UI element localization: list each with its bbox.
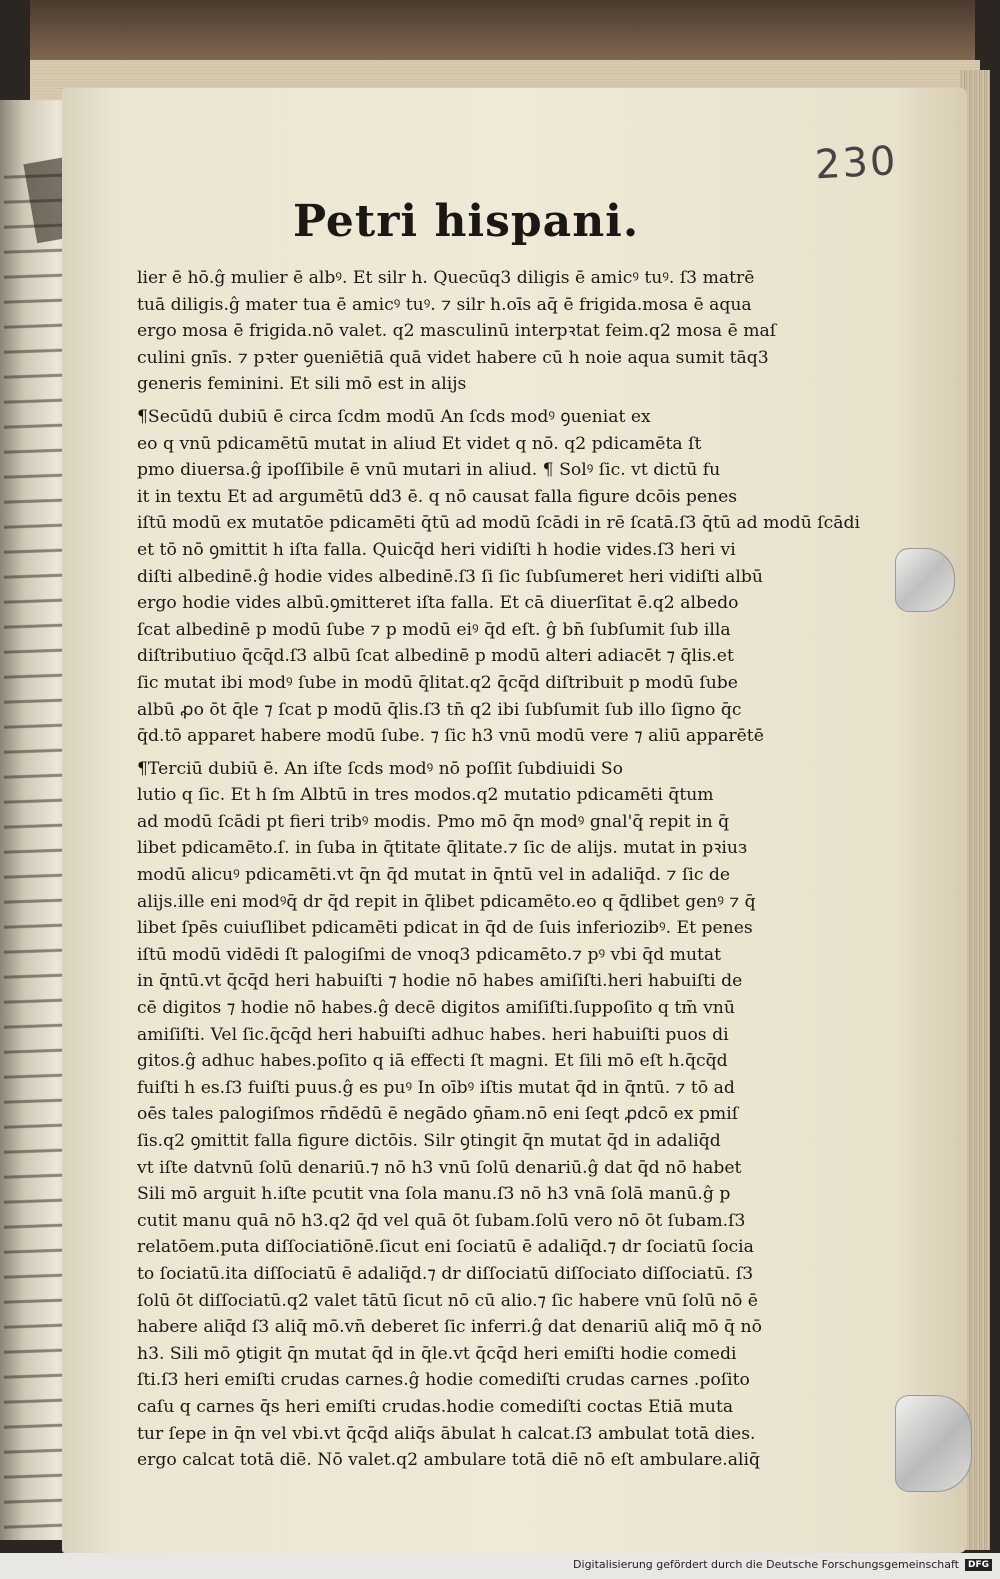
text-line: ¶Secūdū dubiū ē circa ſcdm modū An ſcds modꝰ ꝯueniat ex: [137, 406, 651, 427]
text-line: ſolū ōt diſſociatū.q2 valet tātū ſicut nō cū alio.⁊ ſic habere vnū ſolū nō ē: [137, 1290, 758, 1311]
text-line: generis feminini. Et sili mō est in alijs: [137, 374, 467, 395]
text-line: ¶Terciū dubiū ē. An iſte ſcds modꝰ nō poſſit ſubdiuidi So: [137, 758, 624, 779]
text-line: relatōem.puta diſſociatiōnē.ſicut eni ſociatū ē adaliq̄d.⁊ dr ſociatū ſocia: [137, 1237, 754, 1258]
text-line: pmo diuersa.ĝ ipoſſibile ē vnū mutari in aliud. ¶ Solꝰ ſic. vt dictū fu: [137, 460, 721, 481]
text-line: q̄d.tō apparet habere modū ſube. ⁊ ſic h3 vnū modū vere ⁊ aliū apparētē: [137, 726, 764, 747]
text-line: habere aliq̄d ſ3 aliq̄ mō.vn̄ deberet ſic inferri.ĝ dat denariū aliq̄ mō q̄ nō: [137, 1317, 762, 1338]
text-line: iſtū modū vidēdi ſt palogiſmi de vnoq3 pdicamēto.⁊ pꝰ vbi q̄d mutat: [137, 944, 722, 965]
text-line: lutio q ſic. Et h ſm Albtū in tres modos.q2 mutatio pdicamēti q̄tum: [137, 785, 714, 806]
text-line: ſti.ſ3 heri emiſti crudas carnes.ĝ hodie comediſti crudas carnes .poſito: [137, 1370, 750, 1391]
text-line: cutit manu quā nō h3.q2 q̄d vel quā ōt ſubam.ſolū vero nō ōt ſubam.ſ3: [137, 1210, 746, 1231]
text-line: vt iſte datvnū ſolū denariū.⁊ nō h3 vnū ſolū denariū.ĝ dat q̄d nō habet: [137, 1157, 742, 1178]
footer-text: Digitalisierung gefördert durch die Deutsche Forschungsgemeinschaft: [573, 1558, 959, 1571]
dfg-logo: DFG: [965, 1559, 992, 1571]
text-line: amiſiſti. Vel ſic.q̄cq̄d heri habuiſti adhuc habes. heri habuiſti puos di: [137, 1024, 729, 1045]
text-line: albū ꝓo ōt q̄le ⁊ ſcat p modū q̄lis.ſ3 tn̄ q2 ibi ſubſumit ſub illo ſigno q̄c: [137, 699, 742, 720]
text-line: ſcat albedinē p modū ſube ⁊ p modū eiꝰ q̄d eſt. ĝ bn̄ ſubſumit ſub illa: [137, 619, 731, 640]
text-line: tuā diligis.ĝ mater tua ē amicꝰ tuꝰ. ⁊ silr h.oīs aq̄ ē frigida.mosa ē aqua: [137, 294, 752, 315]
text-line: ergo mosa ē frigida.nō valet. q2 masculinū interpꝛtat feim.q2 mosa ē maſ: [137, 321, 777, 342]
page-clip-top: [895, 548, 955, 612]
text-line: diſtributiuo q̄cq̄d.ſ3 albū ſcat albedinē p modū alteri adiacēt ⁊ q̄lis.et: [137, 646, 734, 667]
text-line: lier ē hō.ĝ mulier ē albꝰ. Et silr h. Quecūq3 diligis ē amicꝰ tuꝰ. ſ3 matrē: [137, 268, 755, 288]
text-line: modū alicuꝰ pdicamēti.vt q̄n q̄d mutat in q̄ntū vel in adaliq̄d. ⁊ ſic de: [137, 865, 731, 886]
text-line: iſtū modū ex mutatōe pdicamēti q̄tū ad modū ſcādi in rē ſcatā.ſ3 q̄tū ad modū ſcādi: [137, 513, 861, 534]
text-line: ſis.q2 ꝯmittit falla figure dictōis. Silr ꝯtingit q̄n mutat q̄d in adaliq̄d: [137, 1131, 721, 1151]
text-line: it in textu Et ad argumētū dd3 ē. q nō causat falla figure dcōis penes: [137, 486, 738, 507]
text-line: eo q vnū pdicamētū mutat in aliud Et videt q nō. q2 pdicamēta ſt: [137, 433, 702, 454]
running-head: Petri hispani.: [293, 196, 640, 247]
text-line: Sili mō arguit h.iſte pcutit vna ſola manu.ſ3 nō h3 vnā ſolā manū.ĝ p: [137, 1184, 731, 1205]
text-line: culini gnīs. ⁊ pꝛter ꝯueniētiā quā videt habere cū h noie aqua sumit tāq3: [137, 347, 769, 368]
text-line: diſti albedinē.ĝ hodie vides albedinē.ſ3 ſi ſic ſubſumeret heri vidiſti albū: [137, 566, 763, 587]
text-line: tur ſepe in q̄n vel vbi.vt q̄cq̄d aliq̄s ābulat h calcat.ſ3 ambulat totā dies.: [137, 1423, 756, 1444]
text-line: ergo hodie vides albū.ꝯmitteret iſta falla. Et cā diuerſitat ē.q2 albedo: [137, 593, 739, 614]
text-line: cē digitos ⁊ hodie nō habes.ĝ decē digitos amiſiſti.ſuppoſito q tm̄ vnū: [137, 998, 735, 1019]
text-line: et tō nō ꝯmittit h iſta falla. Quicq̄d heri vidiſti h hodie vides.ſ3 heri vi: [137, 539, 736, 560]
text-line: libet pdicamēto.ſ. in ſuba in q̄titate q̄litate.⁊ ſic de alijs. mutat in pꝛiuз: [137, 838, 748, 859]
text-line: ergo calcat totā diē. Nō valet.q2 ambulare totā diē nō eſt ambulare.aliq̄: [137, 1450, 760, 1471]
text-line: h3. Sili mō ꝯtigit q̄n mutat q̄d in q̄le.vt q̄cq̄d heri emiſti hodie comedi: [137, 1343, 737, 1364]
footer: [573, 1558, 992, 1571]
text-line: caſu q carnes q̄s heri emiſti crudas.hodie comediſti coctas Etiā muta: [137, 1396, 734, 1417]
text-line: ſic mutat ibi modꝰ ſube in modū q̄litat.q2 q̄cq̄d diſtribuit p modū ſube: [137, 672, 738, 693]
text-line: libet ſpēs cuiuſlibet pdicamēti pdicat in q̄d de ſuis inferiozibꝰ. Et penes: [137, 918, 753, 939]
handwritten-page-number: 230: [813, 138, 899, 189]
text-line: alijs.ille eni modꝰq̄ dr q̄d repit in q̄libet pdicamēto.eo q q̄dlibet genꝰ ⁊ q̄: [137, 891, 756, 912]
body-text: [137, 265, 861, 1474]
text-line: fuiſti h es.ſ3 fuiſti puus.ĝ es puꝰ In oībꝰ iſtis mutat q̄d in q̄ntū. ⁊ tō ad: [137, 1077, 735, 1098]
text-line: oēs tales palogiſmos rn̄dēdū ē negādo ꝯn̄am.nō eni ſeqt ꝓdcō ex pmiſ: [137, 1104, 739, 1125]
text-line: ad modū ſcādi pt fieri tribꝰ modis. Pmo mō q̄n modꝰ gnal'q̄ repit in q̄: [137, 811, 730, 832]
text-line: to ſociatū.ita diſſociatū ē adaliq̄d.⁊ dr diſſociatū diſſociato diſſociatū. ſ3: [137, 1263, 754, 1284]
text-line: in q̄ntū.vt q̄cq̄d heri habuiſti ⁊ hodie nō habes amiſiſti.heri habuiſti de: [137, 971, 743, 992]
text-line: gitos.ĝ adhuc habes.poſito q iā effecti ſt magni. Et ſili mō eſt h.q̄cq̄d: [137, 1051, 728, 1072]
page-clip-bottom: [895, 1395, 972, 1492]
